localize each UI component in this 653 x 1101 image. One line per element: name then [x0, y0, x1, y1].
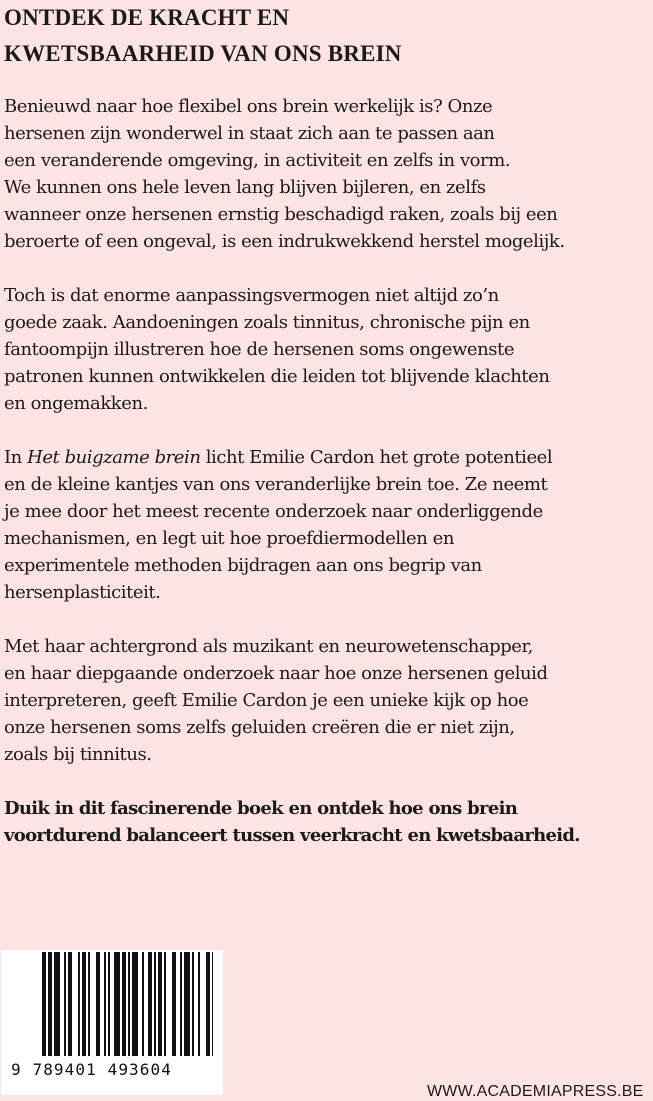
paragraph-call-to-action: [4, 795, 649, 849]
text-line: Met haar achtergrond als muzikant en neurowetenschapper,: [4, 636, 533, 657]
paragraph-downside: [4, 282, 649, 417]
text-line: onze hersenen soms zelfs geluiden creëren die er niet zijn,: [4, 717, 515, 738]
publisher-website[interactable]: WWW.ACADEMIAPRESS.BE: [427, 1083, 644, 1100]
barcode-bar: [192, 952, 194, 1056]
text-line: wanneer onze hersenen ernstig beschadigd raken, zoals bij een: [4, 204, 558, 225]
barcode-bar: [164, 952, 166, 1056]
barcode-bar: [172, 952, 176, 1056]
isbn-barcode: [1, 950, 223, 1095]
barcode-bar: [154, 952, 156, 1056]
text-fragment: In: [4, 447, 28, 468]
text-line: hersenplasticiteit.: [4, 582, 161, 603]
book-title: Het buigzame brein: [27, 447, 201, 468]
text-line: [4, 444, 649, 471]
barcode-bar: [132, 952, 138, 1056]
barcode-bar: [206, 952, 210, 1056]
text-line: en de kleine kantjes van ons veranderlijke brein toe. Ze neemt: [4, 474, 548, 495]
barcode-bar: [142, 952, 144, 1056]
text-fragment: licht Emilie Cardon het grote potentieel: [200, 447, 553, 468]
barcode-bar: [54, 952, 60, 1056]
paragraph-intro: [4, 93, 649, 255]
text-line: interpreteren, geeft Emilie Cardon je een unieke kijk op hoe: [4, 690, 529, 711]
barcode-bar: [82, 952, 86, 1056]
barcode-bar: [104, 952, 106, 1056]
text-line: en haar diepgaande onderzoek naar hoe onze hersenen geluid: [4, 663, 548, 684]
barcode-bar: [78, 952, 80, 1056]
text-line: voortdurend balanceert tussen veerkracht en kwetsbaarheid.: [4, 825, 580, 846]
barcode-bar: [68, 952, 72, 1056]
barcode-bar: [212, 952, 213, 1056]
barcode-bar: [128, 952, 130, 1056]
barcode-bar: [180, 952, 182, 1056]
barcode-bar: [184, 952, 190, 1056]
paragraph-book: [4, 444, 649, 606]
text-line: We kunnen ons hele leven lang blijven bijleren, en zelfs: [4, 177, 486, 198]
text-line: en ongemakken.: [4, 393, 148, 414]
text-line: je mee door het meest recente onderzoek naar onderliggende: [4, 501, 543, 522]
text-line: goede zaak. Aandoeningen zoals tinnitus, chronische pijn en: [4, 312, 530, 333]
text-line: Duik in dit fascinerende boek en ontdek hoe ons brein: [4, 798, 518, 819]
isbn-number: 9 789401 493604: [11, 1060, 172, 1079]
barcode-bar: [64, 952, 66, 1056]
barcode-bar: [148, 952, 152, 1056]
text-line: Benieuwd naar hoe flexibel ons brein werkelijk is? Onze: [4, 96, 493, 117]
text-line: experimentele methoden bijdragen aan ons begrip van: [4, 555, 482, 576]
barcode-bar: [42, 952, 46, 1056]
text-line: hersenen zijn wonderwel in staat zich aan te passen aan: [4, 123, 495, 144]
text-line: een veranderende omgeving, in activiteit en zelfs in vorm.: [4, 150, 511, 171]
text-line: beroerte of een ongeval, is een indrukwekkend herstel mogelijk.: [4, 231, 565, 252]
barcode-bar: [114, 952, 120, 1056]
text-line: zoals bij tinnitus.: [4, 744, 152, 765]
barcode-bar: [108, 952, 110, 1056]
barcode-bar: [198, 952, 200, 1056]
barcode-bar: [48, 952, 52, 1056]
back-cover-title: [4, 0, 402, 72]
paragraph-author: [4, 633, 649, 768]
barcode-bar: [158, 952, 162, 1056]
barcode-bar: [96, 952, 100, 1056]
blurb: [4, 93, 649, 876]
text-line: mechanismen, en legt uit hoe proefdiermodellen en: [4, 528, 455, 549]
text-line: fantoompijn illustreren hoe de hersenen soms ongewenste: [4, 339, 515, 360]
text-line: Toch is dat enorme aanpassingsvermogen niet altijd zo’n: [4, 285, 499, 306]
title-line: KWETSBAARHEID VAN ONS BREIN: [4, 41, 402, 66]
barcode-bar: [122, 952, 126, 1056]
text-line: patronen kunnen ontwikkelen die leiden tot blijvende klachten: [4, 366, 550, 387]
barcode-bar: [88, 952, 90, 1056]
title-line: ONTDEK DE KRACHT EN: [4, 5, 290, 30]
